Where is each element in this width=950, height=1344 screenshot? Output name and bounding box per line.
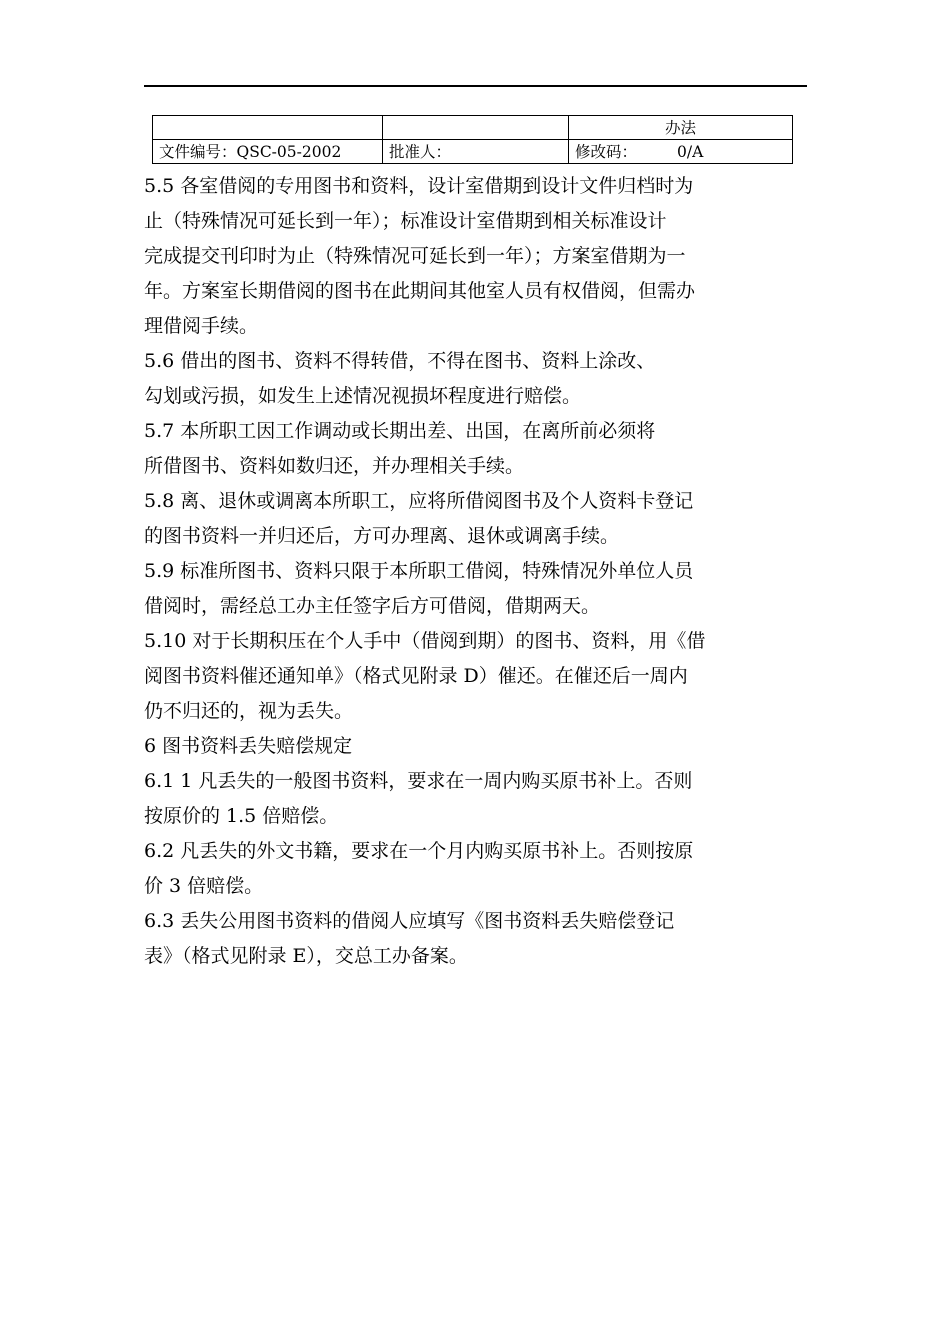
text-line: 的图书资料一并归还后，方可办理离、退休或调离手续。 — [144, 525, 620, 547]
document-title: 办法 — [569, 116, 793, 140]
header-rule — [144, 85, 807, 87]
text-line: 6.1 1 凡丢失的一般图书资料，要求在一周内购买原书补上。否则 — [144, 770, 693, 792]
revision-cell — [569, 140, 793, 164]
revision-value: 0/A — [677, 142, 704, 161]
text-line: 5.10 对于长期积压在个人手中（借阅到期）的图书、资料，用《借 — [144, 630, 706, 652]
header-row-title — [153, 116, 793, 140]
doc-number: 文件编号：QSC-05-2002 — [153, 140, 383, 164]
text-line: 阅图书资料催还通知单》（格式见附录 D）催还。在催还后一周内 — [144, 665, 688, 687]
header-cell-empty-2 — [383, 116, 569, 140]
text-line: 5.5 各室借阅的专用图书和资料，设计室借期到设计文件归档时为 — [144, 175, 694, 197]
text-line: 年。方案室长期借阅的图书在此期间其他室人员有权借阅，但需办 — [144, 280, 696, 302]
text-line: 仍不归还的，视为丢失。 — [144, 700, 354, 722]
text-line: 止（特殊情况可延长到一年）；标准设计室借期到相关标准设计 — [144, 210, 667, 232]
text-line: 5.7 本所职工因工作调动或长期出差、出国，在离所前必须将 — [144, 420, 656, 442]
revision-label: 修改码： — [575, 142, 638, 161]
text-line: 所借图书、资料如数归还，并办理相关手续。 — [144, 455, 525, 477]
text-line: 5.8 离、退休或调离本所职工，应将所借阅图书及个人资料卡登记 — [144, 490, 694, 512]
approver-label: 批准人： — [383, 140, 569, 164]
header-cell-empty-1 — [153, 116, 383, 140]
text-line: 理借阅手续。 — [144, 315, 259, 337]
header-row-meta — [153, 140, 793, 164]
document-body — [144, 169, 808, 974]
document-header-table — [152, 115, 793, 164]
text-line: 6.2 凡丢失的外文书籍，要求在一个月内购买原书补上。否则按原 — [144, 840, 694, 862]
text-line: 表》（格式见附录 E），交总工办备案。 — [144, 945, 468, 967]
text-line: 完成提交刊印时为止（特殊情况可延长到一年）；方案室借期为一 — [144, 245, 686, 267]
text-line: 5.9 标准所图书、资料只限于本所职工借阅，特殊情况外单位人员 — [144, 560, 694, 582]
text-line: 5.6 借出的图书、资料不得转借，不得在图书、资料上涂改、 — [144, 350, 656, 372]
section-heading: 6 图书资料丢失赔偿规定 — [144, 735, 353, 757]
text-line: 按原价的 1.5 倍赔偿。 — [144, 805, 339, 827]
text-line: 价 3 倍赔偿。 — [144, 875, 264, 897]
text-line: 勾划或污损，如发生上述情况视损坏程度进行赔偿。 — [144, 385, 582, 407]
text-line: 6.3 丢失公用图书资料的借阅人应填写《图书资料丢失赔偿登记 — [144, 910, 675, 932]
text-line: 借阅时，需经总工办主任签字后方可借阅，借期两天。 — [144, 595, 601, 617]
